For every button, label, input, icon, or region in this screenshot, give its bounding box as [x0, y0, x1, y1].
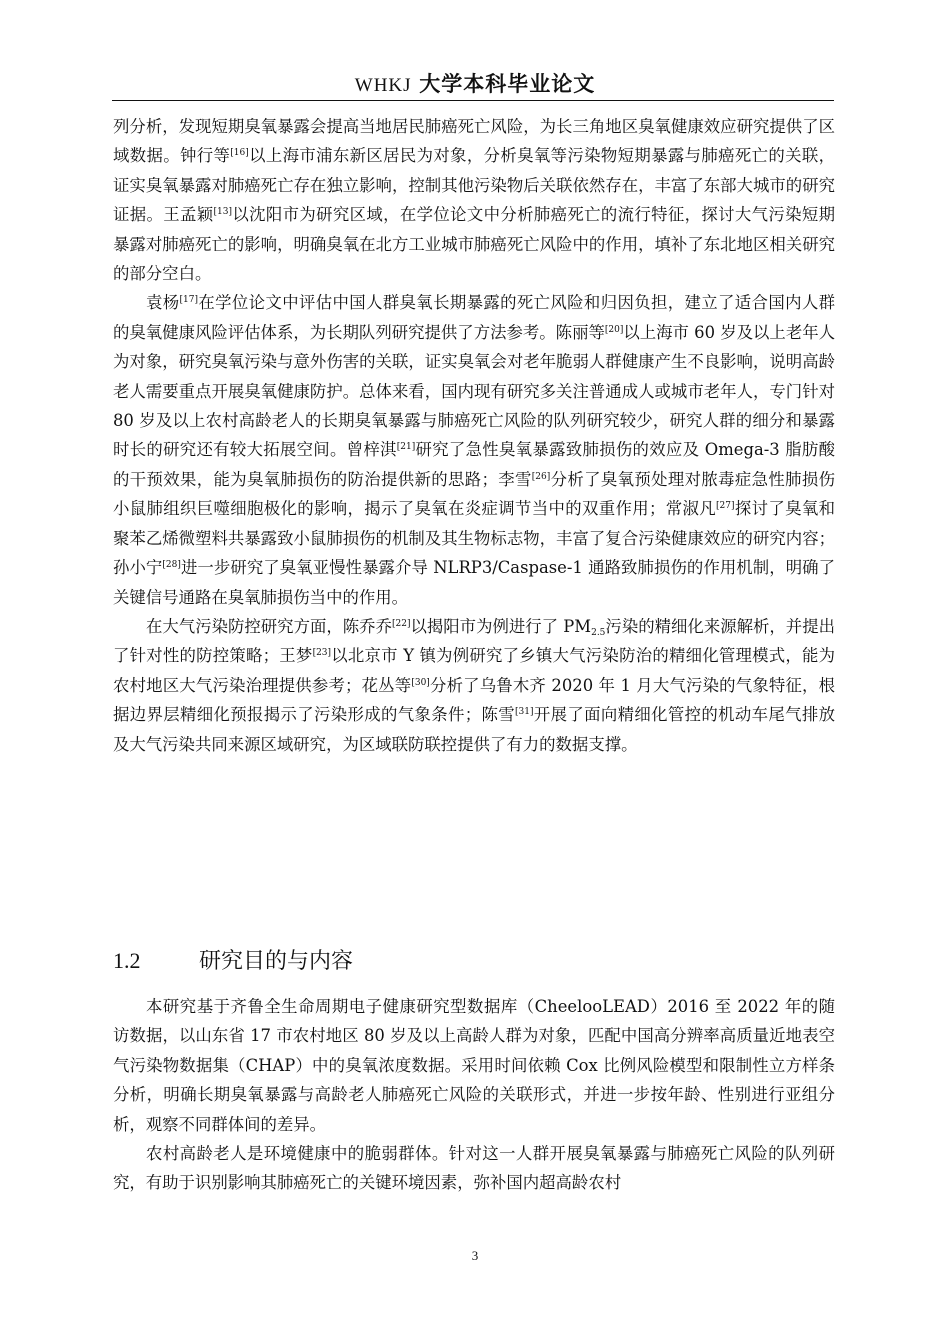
text-line: 列分析，发现短期臭氧暴露会提高当地居民肺癌死亡风险，为长三角地区臭氧健康效 — [113, 117, 721, 136]
paragraph-1 — [113, 112, 835, 288]
section-number: 1.2 — [113, 948, 141, 973]
paragraph-5: 农村高龄老人是环境健康中的脆弱群体。针对这一人群开展臭氧暴露与肺癌死亡风险的队列研究，有助于识别影响其肺癌死亡的关键环境因素，弥补国内超高龄农村 — [113, 1144, 835, 1193]
citation: [30] — [411, 677, 430, 688]
text-line: 应研究提供了区域数据。钟行等 — [113, 117, 836, 166]
text: 袁杨 — [146, 293, 180, 313]
paragraph-3 — [113, 612, 835, 759]
text: 以北京市 Y 镇为例研究了乡镇大气污染防治的精细化管理模式，能为农村地区大气污染治理提供参考；花丛等 — [113, 646, 836, 695]
text-line: 在学位论文中分析肺癌死亡的流行特征，探讨大气污染短期暴露对肺癌死亡的影响， — [113, 205, 836, 254]
citation: [16] — [230, 148, 249, 159]
citation: [22] — [391, 618, 411, 629]
citation: [27] — [716, 501, 735, 512]
text: 在学位论文中评估中国人群臭氧长期暴露的死亡风险和归因负担，建立了适合国内人群的臭氧健康风险评估体系，为长期队列研究提供了方法参考。陈丽等 — [113, 293, 836, 342]
text: 分析了乌鲁木齐 2020 年 1 月大气污染的气象特征，根据边界层精细化预报揭示了污染形成的气象条件；陈雪 — [113, 675, 835, 725]
text: 开展了面向精细化管控的机动车尾气排放及大气污染共同来源区域研究，为区域联防联控提供了有力的数据支撑。 — [113, 705, 836, 754]
citation: [23] — [312, 648, 332, 659]
citation: [20] — [604, 324, 624, 335]
text: 进一步研究了臭氧亚慢性暴露介导 NLRP3/Caspase-1 通路致肺损伤的作用机制，明确了关键信号通路在臭氧肺损伤当中的作用。 — [113, 558, 836, 607]
text: 在大气污染防控研究方面，陈乔乔 — [146, 616, 392, 636]
header-title: 大学本科毕业论文 — [419, 72, 596, 96]
section-title: 研究目的与内容 — [199, 949, 354, 974]
text-line: 明确臭氧在北方工业城市肺癌死亡风险中的作用，填补了东北地区相关研究的部分空 — [113, 234, 836, 284]
citation: [21] — [396, 442, 416, 453]
paragraph-2 — [113, 288, 835, 611]
text-line: 以沈阳市为研究区域， — [232, 205, 400, 225]
text: 污染的精细化来源解析，并提出了针对性的防控策略；王梦 — [113, 616, 835, 666]
text: 探讨了臭氧和聚苯乙烯微塑料共暴露致小鼠肺损伤的机制及其生物标志物，丰富了复合污染健康效应的研究内容；孙小宁 — [113, 499, 836, 578]
body-upper — [113, 112, 835, 759]
text: 以上海市 60 岁及以上老年人为对象，研究臭氧污染与意外伤害的关联，证实臭氧会对老年脆弱人群健康产生不良影响，说明高龄老人需要重点开展臭氧健康防护。总体来看，国内现有研究多关注普通成人或城市老年人，专门针对 80 岁及以上农村高龄老人的长期臭氧暴露与肺癌死亡风险的队列研究较少，研究人群的细分和暴露时长的研究还有较大拓展空间。曾梓淇 — [113, 322, 835, 460]
citation: [31] — [515, 707, 534, 718]
citation: [28] — [162, 560, 181, 571]
text: 以揭阳市为例进行了 PM — [410, 616, 592, 636]
text-line: 短期暴露与肺癌死亡的关联，证实臭氧暴露对肺癌死亡存在独立影响，控制其他污染 — [113, 146, 836, 195]
text-line: 以上海市浦东新区居民为对象，分析臭氧等污染物 — [248, 146, 618, 166]
body-lower — [113, 992, 835, 1198]
section-heading — [113, 944, 353, 975]
header-code: WHKJ — [354, 75, 412, 96]
citation: [13] — [213, 207, 232, 218]
text: 分析了臭氧预处理对脓毒症急性肺损伤小鼠肺组织巨噬细胞极化的影响，揭示了臭氧在炎症调节当中的双重作用；常淑凡 — [113, 469, 836, 519]
text-line: 物后关联依然存在，丰富了东部大城市的研究证据。王孟颖 — [113, 175, 835, 225]
text: 研究了急性臭氧暴露致肺损伤的效应及 Omega-3 脂肪酸的干预效果，能为臭氧肺损伤的防治提供新的思路；李雪 — [113, 440, 835, 489]
header-rule — [112, 100, 834, 101]
citation: [17] — [179, 295, 199, 306]
page-header — [112, 68, 838, 98]
paragraph-4: 本研究基于齐鲁全生命周期电子健康研究型数据库（CheelooLEAD）2016 至 2022 年的随访数据，以山东省 17 市农村地区 80 岁及以上高龄人群为对象，匹配中国高分辨率高质量近地表空气污染物数据集（CHAP）中的臭氧浓度数据。采用时间依赖 Cox 比例风险模型和限制性立方样条分析，明确长期臭氧暴露与高龄老人肺癌死亡风险的关联形式，并进一步按年龄、性别进行亚组分析，观察不同群体间的差异。 — [113, 997, 835, 1134]
subscript: 2.5 — [591, 627, 606, 638]
text-line: 白。 — [178, 264, 212, 284]
page-number: 3 — [471, 1248, 479, 1263]
citation: [26] — [531, 471, 551, 482]
